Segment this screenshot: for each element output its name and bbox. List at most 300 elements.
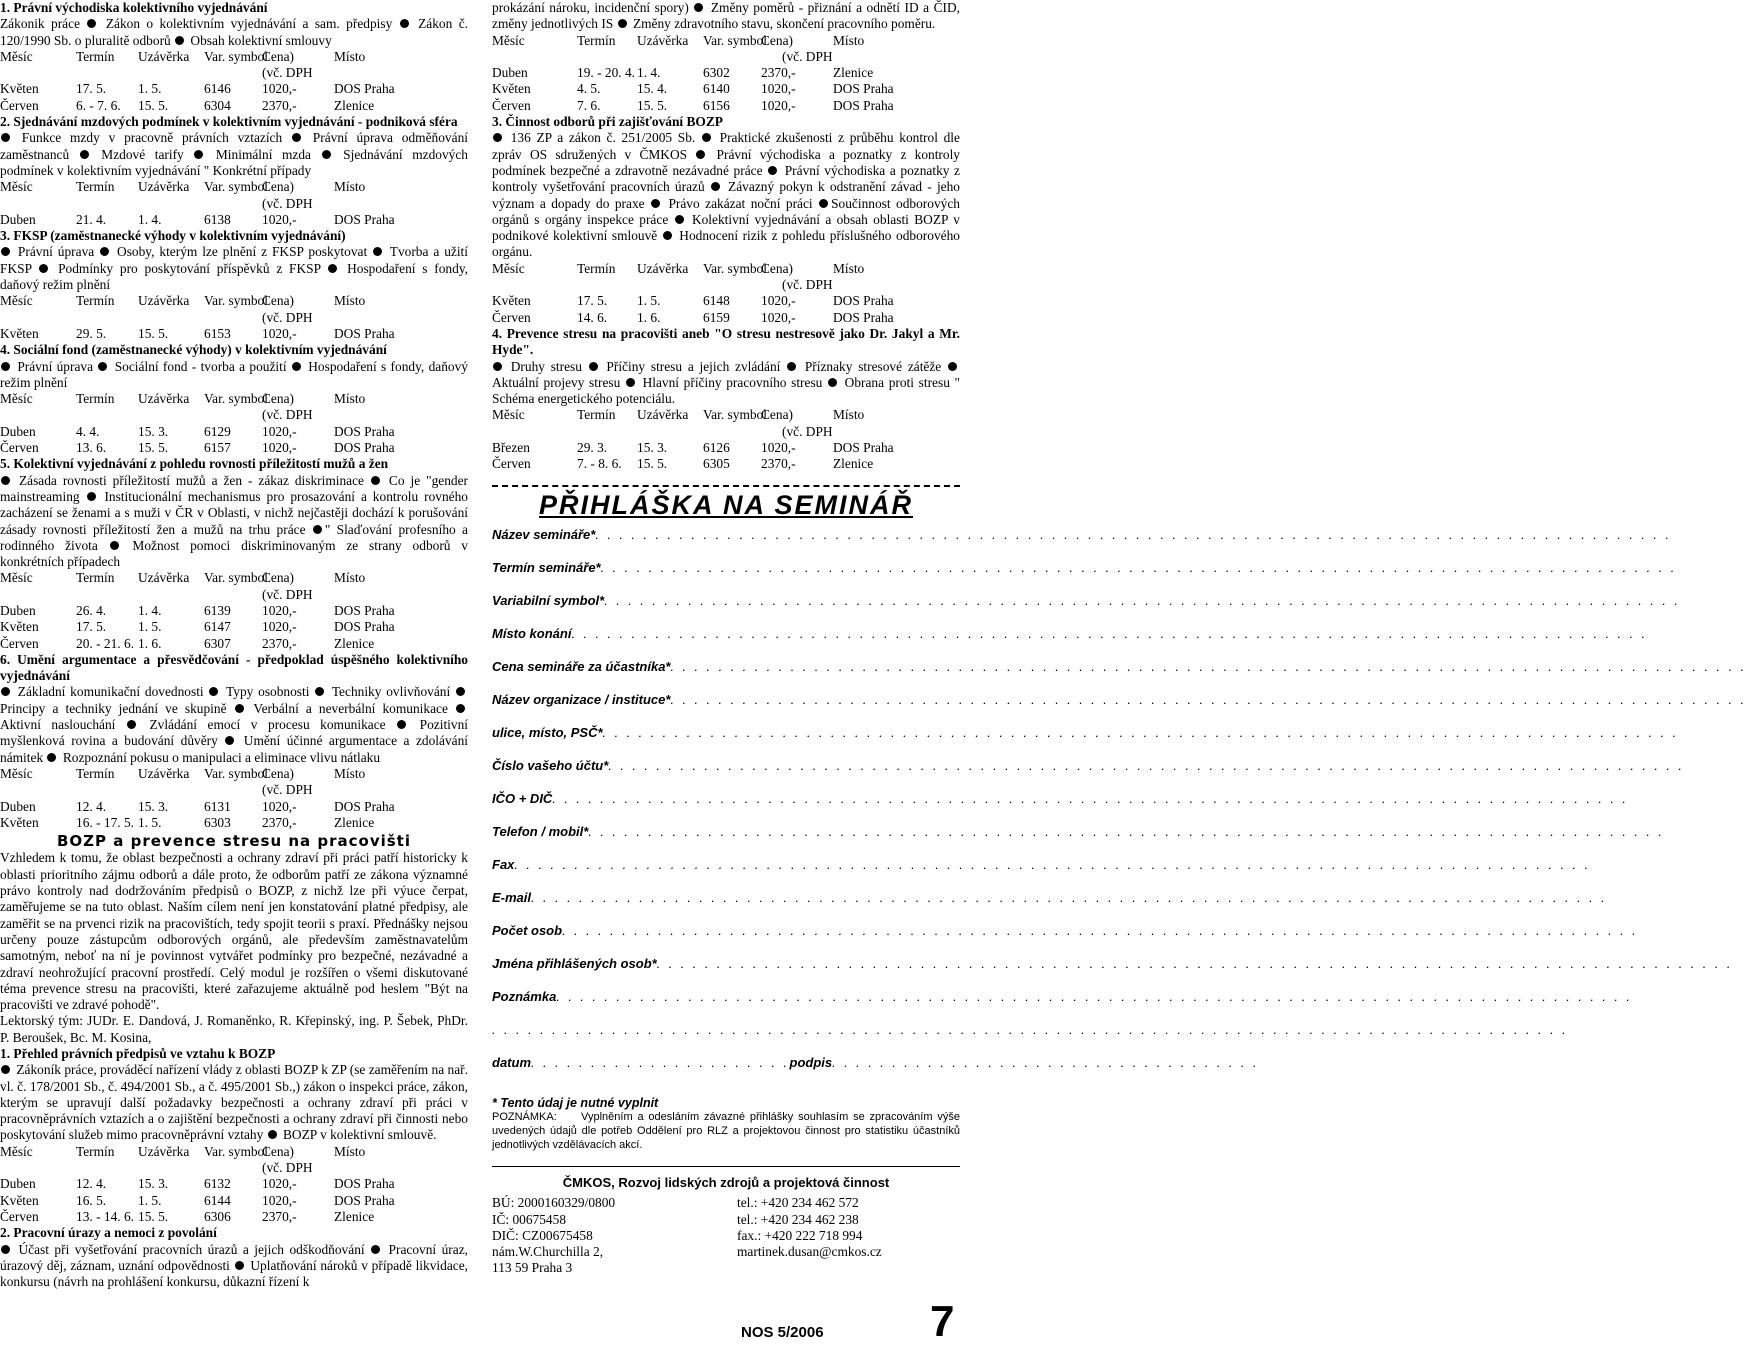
table-cell: 1. 5. <box>637 293 661 309</box>
bullet-icon <box>397 720 406 729</box>
contact-info: BÚ: 2000160329/0800 <box>492 1195 616 1211</box>
table-cell: 6148 <box>703 293 730 309</box>
datum-label: datum <box>492 1054 531 1070</box>
form-field-row[interactable] <box>492 1021 1569 1055</box>
form-title: PŘIHLÁŠKA NA SEMINÁŘ <box>538 489 913 520</box>
section-heading: 1. Právní východiska kolektivního vyjednávání <box>0 0 268 15</box>
table-cell: 16. - 17. 5. <box>76 814 135 830</box>
schedule-table <box>0 766 468 831</box>
bullet-icon <box>225 736 234 745</box>
table-cell: 6140 <box>703 81 730 97</box>
form-field-input[interactable]: . . . . . . . . . . . . . . . . . . . . . . . . . . . . . . . . . . . . . . . . . . . . . . . . . . . . . . . . . . . . . . . . . . . . . . . . . . . . . . . . . . . . . . . . . . <box>514 856 1591 872</box>
table-cell: Červen <box>492 97 531 113</box>
table-cell: 1020,- <box>262 325 297 341</box>
table-cell: 1. 4. <box>138 211 162 227</box>
table-cell: 6303 <box>204 814 231 830</box>
table-cell: 6156 <box>703 97 730 113</box>
table-cell: 1. 6. <box>138 635 162 651</box>
header-price: Cena) <box>761 407 793 423</box>
bullet-icon <box>98 362 107 371</box>
table-cell: 6302 <box>703 65 730 81</box>
bullet-icon <box>87 492 96 501</box>
header-deadline: Uzávěrka <box>138 293 190 309</box>
table-cell: 7. 6. <box>577 97 601 113</box>
section-heading: 2. Pracovní úrazy a nemoci z povolání <box>0 1225 217 1241</box>
table-cell: 6157 <box>204 440 231 456</box>
header-var: Var. symbol <box>703 260 767 276</box>
paragraph: prokázání nároku, incidenční spory) Změny poměrů - přiznání a odnětí ID a ČID, změny jednotlivých IS Změny zdravotního stavu, skončení pracovního poměru. <box>492 0 964 32</box>
header-deadline: Uzávěrka <box>138 391 190 407</box>
header-vat-row <box>0 1160 468 1176</box>
form-field-input[interactable]: . . . . . . . . . . . . . . . . . . . . . . . . . . . . . . . . . . . . . . . . . . . . . . . . . . . . . . . . . . . . . . . . . . . . . . . . . . . . . . . . . . . . . . . . . . <box>552 790 1629 806</box>
form-field-input[interactable]: . . . . . . . . . . . . . . . . . . . . . . . . . . . . . . . . . . . . . . . . . . . . . . . . . . . . . . . . . . . . . . . . . . . . . . . . . . . . . . . . . . . . . . . . . . <box>492 1021 1569 1037</box>
form-field-row[interactable] <box>492 922 1639 956</box>
table-row <box>492 440 960 456</box>
table-cell: DOS Praha <box>334 440 395 456</box>
table-cell: Zlenice <box>833 65 874 81</box>
form-signature-row[interactable] <box>492 1054 1259 1088</box>
header-term: Termín <box>76 570 115 586</box>
bullet-icon <box>80 150 89 159</box>
bullet-icon <box>47 753 56 762</box>
table-cell: 6126 <box>703 440 730 456</box>
paragraph: Zásada rovnosti příležitostí mužů a žen - zákaz diskriminace Co je "gender mainstreaming Institucionální mechanismus pro prosazování a kontrolu rovného zacházení se ženami a s muži v ČR v Oblasti, v nichž nejčastěji dochází k porušování zásady rovnosti příležitostí žen a mužů na trhu práce " Slaďování profesního a rodinného života Možnost pomoci diskriminovaným ze strany odborů v konkrétních případech <box>0 472 472 570</box>
form-field-input[interactable]: . . . . . . . . . . . . . . . . . . . . . . . . . . . . . . . . . . . . . . . . . . . . . . . . . . . . . . . . . . . . . . . . . . . . . . . . . . . . . . . . . . . . . . . . . . <box>595 526 1672 542</box>
form-field-input[interactable]: . . . . . . . . . . . . . . . . . . . . . . . . . . . . . . . . . . . . . . . . . . . . . . . . . . . . . . . . . . . . . . . . . . . . . . . . . . . . . . . . . . . . . . . . . . <box>670 658 1747 674</box>
table-cell: 1020,- <box>262 1192 297 1208</box>
form-field-row[interactable] <box>492 823 1665 857</box>
schedule-table <box>492 261 960 326</box>
table-row <box>492 65 960 81</box>
table-header <box>0 570 468 586</box>
header-term: Termín <box>76 179 115 195</box>
form-field-label: ulice, místo, PSČ* <box>492 724 603 740</box>
table-cell: 13. 6. <box>76 440 107 456</box>
datum-dots[interactable]: . . . . . . . . . . . . . . . . . . . . . . <box>531 1054 790 1070</box>
table-cell: 2370,- <box>262 635 297 651</box>
table-cell: 1. 5. <box>138 619 162 635</box>
header-vat: (vč. DPH <box>782 277 833 293</box>
note-label: POZNÁMKA: <box>492 1110 557 1123</box>
table-cell: 6147 <box>204 619 231 635</box>
header-month: Měsíc <box>0 1143 33 1159</box>
table-header <box>0 293 468 309</box>
table-cell: DOS Praha <box>334 81 395 97</box>
podpis-dots[interactable]: . . . . . . . . . . . . . . . . . . . . . . . . . . . . . . . . . . . . <box>832 1054 1259 1070</box>
header-term: Termín <box>76 293 115 309</box>
schedule-table <box>0 179 468 228</box>
header-var: Var. symbol <box>204 179 268 195</box>
table-cell: 15. 5. <box>637 97 668 113</box>
table-cell: DOS Praha <box>334 325 395 341</box>
form-field-label: Termín semináře* <box>492 559 601 575</box>
paragraph: Funkce mzdy v pracovně právních vztazích Právní úprava odměňování zaměstnanců Mzdové tarify Minimální mzda Sjednávání mzdových podmínek v kolektivním vyjednávání " Konkrétní případy <box>0 130 472 178</box>
left-column <box>0 0 472 1290</box>
form-field-row[interactable] <box>492 559 1677 593</box>
form-field-row[interactable] <box>492 658 1747 692</box>
bullet-icon <box>400 19 409 28</box>
schedule-table <box>0 49 468 114</box>
bullet-icon <box>268 1130 277 1139</box>
bullet-icon <box>1 1065 10 1074</box>
table-cell: 6129 <box>204 423 231 439</box>
table-cell: 1. 5. <box>138 1192 162 1208</box>
table-cell: Duben <box>0 798 36 814</box>
table-cell: 1020,- <box>761 81 796 97</box>
header-vat-row <box>0 587 468 603</box>
header-place: Místo <box>334 48 366 64</box>
form-field-row[interactable] <box>492 592 1681 626</box>
header-month: Měsíc <box>0 391 33 407</box>
bullet-icon <box>194 150 203 159</box>
form-field-input[interactable]: . . . . . . . . . . . . . . . . . . . . . . . . . . . . . . . . . . . . . . . . . . . . . . . . . . . . . . . . . . . . . . . . . . . . . . . . . . . . . . . . . . . . . . . . . . <box>562 922 1639 938</box>
table-cell: Duben <box>0 602 36 618</box>
bullet-icon <box>948 362 957 371</box>
table-cell: Červen <box>0 97 39 113</box>
table-cell: DOS Praha <box>833 97 894 113</box>
bullet-icon <box>589 362 598 371</box>
table-row <box>0 619 468 635</box>
header-month: Měsíc <box>0 293 33 309</box>
table-cell: 1020,- <box>262 1176 297 1192</box>
form-field-row[interactable] <box>492 691 1747 725</box>
header-term: Termín <box>577 260 616 276</box>
form-field-row[interactable] <box>492 856 1591 890</box>
header-vat: (vč. DPH <box>262 65 313 81</box>
bullet-icon <box>313 525 322 534</box>
table-cell: 1020,- <box>761 440 796 456</box>
required-note: * Tento údaj je nutné vyplnit <box>492 1095 659 1110</box>
header-vat-row <box>0 196 468 212</box>
table-row <box>0 424 468 440</box>
bullet-icon <box>819 199 828 208</box>
header-vat: (vč. DPH <box>262 1160 313 1176</box>
contact-phone <box>737 1260 960 1276</box>
table-cell: 1020,- <box>761 293 796 309</box>
form-field-row[interactable] <box>492 889 1608 923</box>
section-heading: 4. Prevence stresu na pracovišti aneb "O stresu nestresově jako Dr. Jakyl a Mr. Hyde". <box>492 325 964 358</box>
table-cell: 15. 3. <box>637 440 668 456</box>
header-var: Var. symbol <box>204 293 268 309</box>
table-cell: 1020,- <box>262 798 297 814</box>
contact-info: DIČ: CZ00675458 <box>492 1227 593 1243</box>
header-term: Termín <box>577 32 616 48</box>
header-vat: (vč. DPH <box>262 782 313 798</box>
schedule-table <box>0 570 468 651</box>
table-cell: 19. - 20. 4. <box>577 65 636 81</box>
header-place: Místo <box>833 407 865 423</box>
form-field-input[interactable]: . . . . . . . . . . . . . . . . . . . . . . . . . . . . . . . . . . . . . . . . . . . . . . . . . . . . . . . . . . . . . . . . . . . . . . . . . . . . . . . . . . . . . . . . . . <box>600 559 1677 575</box>
bullet-icon <box>371 1245 380 1254</box>
table-cell: Duben <box>0 1176 36 1192</box>
table-cell: DOS Praha <box>833 309 894 325</box>
bullet-icon <box>1 362 10 371</box>
table-cell: 29. 5. <box>76 325 107 341</box>
bullet-icon <box>768 166 777 175</box>
bullet-icon <box>651 199 660 208</box>
paragraph: Účast při vyšetřování pracovních úrazů a jejich odškodňování Pracovní úraz, úrazový děj, záznam, uznání odpovědnosti Uplatňování nároků v případě likvidace, konkursu (návrh na prohlášení konkursu, důkazní řízení k <box>0 1241 472 1290</box>
bullet-icon <box>618 19 627 28</box>
table-cell: 12. 4. <box>76 798 107 814</box>
form-field-row[interactable] <box>492 724 1679 758</box>
table-cell: DOS Praha <box>334 1176 395 1192</box>
bullet-icon <box>696 150 705 159</box>
issue-label: NOS 5/2006 <box>741 1324 824 1341</box>
header-term: Termín <box>76 1143 115 1159</box>
table-row <box>0 1209 468 1225</box>
form-field-input[interactable]: . . . . . . . . . . . . . . . . . . . . . . . . . . . . . . . . . . . . . . . . . . . . . . . . . . . . . . . . . . . . . . . . . . . . . . . . . . . . . . . . . . . . . . . . . . <box>670 691 1747 707</box>
paragraph: Základní komunikační dovednosti Typy osobnosti Techniky ovlivňování Principy a techniky jednání ve skupině Verbální a neverbální komunikace Aktivní naslouchání Zvládání emocí v procesu komunikace Pozitivní myšlenková rovina a budování důvěry Umění účinné argumentace a zdolávání námitek Rozpoznání pokusu o manipulaci a eliminace vlivu nátlaku <box>0 684 472 765</box>
table-cell: 6153 <box>204 325 231 341</box>
header-vat-row <box>0 65 468 81</box>
header-month: Měsíc <box>0 570 33 586</box>
header-vat: (vč. DPH <box>262 195 313 211</box>
table-cell: 1. 4. <box>637 65 661 81</box>
header-place: Místo <box>334 570 366 586</box>
table-cell: 1. 6. <box>637 309 661 325</box>
table-cell: 2370,- <box>262 97 297 113</box>
podpis-label: podpis <box>789 1054 833 1070</box>
table-cell: 17. 5. <box>76 619 107 635</box>
header-place: Místo <box>334 293 366 309</box>
header-price: Cena) <box>262 1143 294 1159</box>
table-cell: Červen <box>0 635 39 651</box>
form-fields <box>492 526 1747 1055</box>
table-cell: 16. 5. <box>76 1192 107 1208</box>
paragraph: Právní úprava Osoby, kterým lze plnění z FKSP poskytovat Tvorba a užití FKSP Podmínky pro poskytování příspěvků z FKSP Hospodaření s fondy, daňový režim plnění <box>0 244 472 293</box>
bullet-icon <box>235 704 244 713</box>
header-month: Měsíc <box>0 765 33 781</box>
table-cell: 6304 <box>204 97 231 113</box>
section-heading: 1. Přehled právních předpisů ve vztahu k BOZP <box>0 1046 276 1061</box>
bullet-icon <box>1 476 10 485</box>
form-field-label: Místo konání <box>492 625 572 641</box>
header-var: Var. symbol <box>204 1143 268 1159</box>
bullet-icon <box>493 362 502 371</box>
form-field-input[interactable]: . . . . . . . . . . . . . . . . . . . . . . . . . . . . . . . . . . . . . . . . . . . . . . . . . . . . . . . . . . . . . . . . . . . . . . . . . . . . . . . . . . . . . . . . . . <box>604 592 1681 608</box>
table-cell: 1. 5. <box>138 814 162 830</box>
table-cell: 1020,- <box>262 81 297 97</box>
table-cell: 15. 5. <box>138 97 169 113</box>
form-field-label: Poznámka <box>492 988 557 1004</box>
header-var: Var. symbol <box>204 765 268 781</box>
right-blocks <box>492 0 964 473</box>
section-heading: 2. Sjednávání mzdových podmínek v kolektivním vyjednávání - podniková sféra <box>0 114 458 130</box>
form-field-input[interactable]: . . . . . . . . . . . . . . . . . . . . . . . . . . . . . . . . . . . . . . . . . . . . . . . . . . . . . . . . . . . . . . . . . . . . . . . . . . . . . . . . . . . . . . . . . . <box>608 757 1685 773</box>
header-vat: (vč. DPH <box>782 48 833 64</box>
form-field-row[interactable] <box>492 625 1648 659</box>
form-field-input[interactable]: . . . . . . . . . . . . . . . . . . . . . . . . . . . . . . . . . . . . . . . . . . . . . . . . . . . . . . . . . . . . . . . . . . . . . . . . . . . . . . . . . . . . . . . . . . <box>571 625 1648 641</box>
table-cell: 6139 <box>204 602 231 618</box>
schedule-table <box>0 1144 468 1225</box>
bullet-icon <box>209 687 218 696</box>
contact-divider <box>492 1166 960 1167</box>
header-vat: (vč. DPH <box>262 586 313 602</box>
header-vat-row <box>0 310 468 326</box>
table-cell: 12. 4. <box>76 1176 107 1192</box>
bullet-icon <box>1 687 10 696</box>
table-cell: Červen <box>492 456 531 472</box>
table-cell: Zlenice <box>833 456 874 472</box>
paragraph: Vzhledem k tomu, že oblast bezpečnosti a ochrany zdraví při práci patří historicky k oblasti prioritního zájmu odborů a dále proto, že odborům patří ze zákona významné právo kontroly nad dodržováním předpisů o BOZP, z nichž lze při výuce čerpat, zaměřujeme se na tuto oblast. Naším cílem není jen konstatování platné předpisy, ale zaměřit se na prvenci rizik na pracovištích, tedy spojit teorii s praxí. Přednášky nejsou určeny pouze zástupcům odborových orgánů, ale především zaměstnavatelům samotným, neboť na ní je povinnost vytvářet podmínky pro bezpečné, nezávadné a zdraví neohrožující pracovní prostředí. Celý modul je rozšířen o všemi diskutované téma prevence stresu na pracovišti, které zařazujeme aktuálně pod heslem "Být na pracovišti ve zdravé pohodě". <box>0 850 472 1013</box>
table-cell: Zlenice <box>334 814 375 830</box>
form-field-row[interactable] <box>492 757 1685 791</box>
paragraph: Zákonik práce Zákon o kolektivním vyjednávání a sam. předpisy Zákon č. 120/1990 Sb. o pluralitě odborů Obsah kolektivní smlouvy <box>0 16 472 48</box>
header-deadline: Uzávěrka <box>138 570 190 586</box>
header-var: Var. symbol <box>703 32 767 48</box>
page-number: 7 <box>930 1297 955 1346</box>
bullet-icon <box>663 231 672 240</box>
table-row <box>492 293 960 309</box>
table-row <box>492 310 960 326</box>
table-row <box>0 815 468 831</box>
table-cell: 15. 3. <box>138 798 169 814</box>
table-cell: 2370,- <box>761 456 796 472</box>
table-header <box>0 179 468 195</box>
table-cell: Zlenice <box>334 1208 375 1224</box>
bullet-icon <box>328 264 337 273</box>
table-cell: Červen <box>492 309 531 325</box>
table-cell: 15. 5. <box>138 1208 169 1224</box>
bullet-icon <box>110 541 119 550</box>
table-cell: 1020,- <box>262 423 297 439</box>
header-var: Var. symbol <box>204 570 268 586</box>
bullet-icon <box>292 362 301 371</box>
header-term: Termín <box>76 391 115 407</box>
table-cell: 6306 <box>204 1208 231 1224</box>
header-price: Cena) <box>262 765 294 781</box>
form-field-label: Fax <box>492 856 515 872</box>
table-cell: 15. 5. <box>138 440 169 456</box>
bullet-icon <box>456 687 465 696</box>
table-cell: DOS Praha <box>334 602 395 618</box>
table-cell: 29. 3. <box>577 440 608 456</box>
schedule-table <box>0 293 468 342</box>
table-cell: 6305 <box>703 456 730 472</box>
table-cell: 2370,- <box>761 65 796 81</box>
form-field-label: Název semináře* <box>492 526 596 542</box>
bullet-icon <box>787 362 796 371</box>
table-row <box>492 456 960 472</box>
table-row <box>0 603 468 619</box>
table-cell: Červen <box>0 440 39 456</box>
table-header <box>492 261 960 277</box>
contact-phone: fax.: +420 222 718 994 <box>737 1227 863 1243</box>
contact-phone: martinek.dusan@cmkos.cz <box>737 1244 882 1260</box>
table-cell: 1020,- <box>262 619 297 635</box>
form-field-input[interactable]: . . . . . . . . . . . . . . . . . . . . . . . . . . . . . . . . . . . . . . . . . . . . . . . . . . . . . . . . . . . . . . . . . . . . . . . . . . . . . . . . . . . . . . . . . . <box>531 889 1608 905</box>
table-cell: 15. 4. <box>637 81 668 97</box>
bullet-icon <box>711 182 720 191</box>
bullet-icon <box>100 247 109 256</box>
form-field-label: Telefon / mobil* <box>492 823 589 839</box>
form-field-label: E-mail <box>492 889 532 905</box>
contact-title: ČMKOS, Rozvoj lidských zdrojů a projektová činnost <box>562 1174 890 1190</box>
header-month: Měsíc <box>0 48 33 64</box>
form-field-row[interactable] <box>492 790 1629 824</box>
table-header <box>0 766 468 782</box>
header-place: Místo <box>334 1143 366 1159</box>
header-deadline: Uzávěrka <box>637 407 689 423</box>
header-var: Var. symbol <box>204 48 268 64</box>
header-deadline: Uzávěrka <box>138 765 190 781</box>
table-cell: Duben <box>0 211 36 227</box>
form-field-input[interactable]: . . . . . . . . . . . . . . . . . . . . . . . . . . . . . . . . . . . . . . . . . . . . . . . . . . . . . . . . . . . . . . . . . . . . . . . . . . . . . . . . . . . . . . . . . . <box>588 823 1665 839</box>
bullet-icon <box>1 1245 10 1254</box>
table-cell: 7. - 8. 6. <box>577 456 622 472</box>
bullet-icon <box>39 264 48 273</box>
bullet-icon <box>373 247 382 256</box>
table-cell: 1. 4. <box>138 602 162 618</box>
header-vat-row <box>492 49 960 65</box>
table-row <box>492 81 960 97</box>
table-cell: 6132 <box>204 1176 231 1192</box>
header-place: Místo <box>833 260 865 276</box>
section-heading: 5. Kolektivní vyjednávání z pohledu rovnosti příležitostí mužů a žen <box>0 456 389 472</box>
table-cell: 13. - 14. 6. <box>76 1208 135 1224</box>
bozp-heading: BOZP a prevence stresu na pracovišti <box>57 832 411 851</box>
table-row <box>0 799 468 815</box>
table-cell: DOS Praha <box>833 81 894 97</box>
form-field-label: Variabilní symbol* <box>492 592 605 608</box>
table-cell: 6159 <box>703 309 730 325</box>
header-term: Termín <box>577 407 616 423</box>
form-field-input[interactable]: . . . . . . . . . . . . . . . . . . . . . . . . . . . . . . . . . . . . . . . . . . . . . . . . . . . . . . . . . . . . . . . . . . . . . . . . . . . . . . . . . . . . . . . . . . <box>656 955 1733 971</box>
table-header <box>0 1144 468 1160</box>
form-field-row[interactable] <box>492 526 1672 560</box>
form-field-label: IČO + DIČ <box>492 790 553 806</box>
header-place: Místo <box>334 179 366 195</box>
bullet-icon <box>315 687 324 696</box>
table-cell: 6. - 7. 6. <box>76 97 121 113</box>
contact-info: IČ: 00675458 <box>492 1211 567 1227</box>
header-price: Cena) <box>761 32 793 48</box>
table-row <box>0 98 468 114</box>
table-cell: Květen <box>0 1192 39 1208</box>
bullet-icon <box>456 704 465 713</box>
table-cell: 1020,- <box>262 440 297 456</box>
contact-phone: tel.: +420 234 462 572 <box>737 1195 859 1211</box>
header-place: Místo <box>833 32 865 48</box>
header-price: Cena) <box>262 48 294 64</box>
table-cell: Zlenice <box>334 635 375 651</box>
form-field-row[interactable] <box>492 955 1733 989</box>
header-place: Místo <box>334 765 366 781</box>
table-cell: DOS Praha <box>833 440 894 456</box>
header-deadline: Uzávěrka <box>138 48 190 64</box>
section-heading: 4. Sociální fond (zaměstnanecké výhody) v kolektivním vyjednávání <box>0 342 387 358</box>
contact-info: nám.W.Churchilla 2, <box>492 1244 604 1260</box>
table-row <box>0 1176 468 1192</box>
form-field-input[interactable]: . . . . . . . . . . . . . . . . . . . . . . . . . . . . . . . . . . . . . . . . . . . . . . . . . . . . . . . . . . . . . . . . . . . . . . . . . . . . . . . . . . . . . . . . . . <box>602 724 1679 740</box>
contact-grid <box>492 1195 960 1276</box>
header-var: Var. symbol <box>204 391 268 407</box>
bullet-icon <box>127 720 136 729</box>
header-month: Měsíc <box>0 179 33 195</box>
form-field-row[interactable] <box>492 988 1633 1022</box>
table-cell: 1020,- <box>761 97 796 113</box>
header-deadline: Uzávěrka <box>637 32 689 48</box>
table-cell: 14. 6. <box>577 309 608 325</box>
table-cell: DOS Praha <box>334 423 395 439</box>
form-field-input[interactable]: . . . . . . . . . . . . . . . . . . . . . . . . . . . . . . . . . . . . . . . . . . . . . . . . . . . . . . . . . . . . . . . . . . . . . . . . . . . . . . . . . . . . . . . . . . <box>556 988 1633 1004</box>
header-vat: (vč. DPH <box>262 407 313 423</box>
header-term: Termín <box>76 48 115 64</box>
header-price: Cena) <box>262 293 294 309</box>
section-heading: 6. Umění argumentace a přesvědčování - předpoklad úspěšného kolektivního vyjednávání <box>0 651 472 684</box>
table-cell: 4. 5. <box>577 81 601 97</box>
schedule-table <box>492 407 960 472</box>
